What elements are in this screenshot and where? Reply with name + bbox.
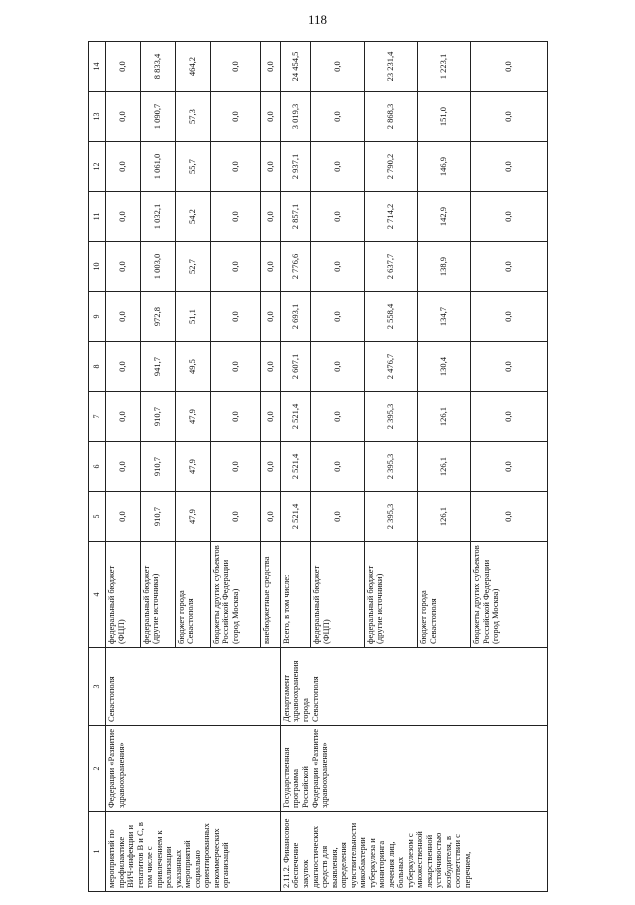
value-cell: 910,7 [140,442,175,492]
header-cell: 5 [89,492,106,542]
table-body [106,42,548,892]
funding-source-cell: бюджеты других субъектов Российской Федерации (город Москва) [210,542,260,648]
value-cell: 0,0 [106,242,141,292]
value-cell: 0,0 [210,392,260,442]
header-cell: 9 [89,292,106,342]
funding-source-cell: внебюджетные средства [261,542,281,648]
value-cell: 0,0 [261,292,281,342]
value-cell: 0,0 [471,42,548,92]
value-cell: 2 637,7 [364,242,417,292]
value-cell: 47,9 [175,442,210,492]
funding-source-cell: бюджет города Севастополя [175,542,210,648]
value-cell: 0,0 [261,442,281,492]
header-row [89,42,106,892]
header-cell: 14 [89,42,106,92]
value-cell: 2 476,7 [364,342,417,392]
funding-source-cell: бюджет города Севастополя [418,542,471,648]
value-cell: 3 019,3 [280,92,310,142]
value-cell: 0,0 [311,42,364,92]
value-cell: 0,0 [471,392,548,442]
header-cell: 6 [89,442,106,492]
value-cell: 47,9 [175,392,210,442]
value-cell: 0,0 [471,142,548,192]
value-cell: 1 032,1 [140,192,175,242]
executor-cell: Департамент здравоохранения города Севастополя [280,648,547,726]
value-cell: 0,0 [311,242,364,292]
value-cell: 2 693,1 [280,292,310,342]
value-cell: 0,0 [311,442,364,492]
value-cell: 47,9 [175,492,210,542]
value-cell: 24 454,5 [280,42,310,92]
value-cell: 55,7 [175,142,210,192]
value-cell: 0,0 [311,92,364,142]
value-cell: 0,0 [106,42,141,92]
table-row [280,42,310,892]
header-cell: 2 [89,726,106,812]
value-cell: 0,0 [261,492,281,542]
value-cell: 0,0 [106,442,141,492]
funding-source-cell: федеральный бюджет (ФЦП) [106,542,141,648]
value-cell: 2 868,3 [364,92,417,142]
value-cell: 2 714,2 [364,192,417,242]
value-cell: 910,7 [140,492,175,542]
value-cell: 0,0 [261,342,281,392]
value-cell: 972,8 [140,292,175,342]
value-cell: 0,0 [261,242,281,292]
value-cell: 142,9 [418,192,471,242]
value-cell: 0,0 [106,192,141,242]
value-cell: 146,9 [418,142,471,192]
value-cell: 2 395,3 [364,442,417,492]
value-cell: 910,7 [140,392,175,442]
value-cell: 0,0 [106,142,141,192]
value-cell: 1 061,0 [140,142,175,192]
value-cell: 0,0 [311,192,364,242]
value-cell: 1 090,7 [140,92,175,142]
program-cell: Федерации «Развитие здравоохранения» [106,726,281,812]
header-cell: 10 [89,242,106,292]
value-cell: 941,7 [140,342,175,392]
budget-table [88,41,548,892]
event-name-cell: 2.11.2. Финансовое обеспечение закупок диагностических средств для выявления, определения чувствительности микобактерии туберкулеза и мониторинга лечения лиц, больных туберкулезом с множественной лекарственной устойчивостью возбудителя, в соответствии с перечнем, [280,812,547,892]
value-cell: 0,0 [471,292,548,342]
value-cell: 0,0 [311,392,364,442]
rotated-table-frame [88,42,548,892]
value-cell: 2 937,1 [280,142,310,192]
value-cell: 0,0 [210,192,260,242]
value-cell: 0,0 [210,342,260,392]
value-cell: 2 857,1 [280,192,310,242]
value-cell: 0,0 [106,392,141,442]
value-cell: 0,0 [261,392,281,442]
value-cell: 0,0 [210,42,260,92]
value-cell: 0,0 [311,492,364,542]
value-cell: 8 833,4 [140,42,175,92]
value-cell: 126,1 [418,442,471,492]
value-cell: 23 231,4 [364,42,417,92]
value-cell: 2 790,2 [364,142,417,192]
value-cell: 0,0 [210,292,260,342]
header-cell: 13 [89,92,106,142]
value-cell: 0,0 [210,142,260,192]
header-cell: 8 [89,342,106,392]
value-cell: 0,0 [261,192,281,242]
value-cell: 2 521,4 [280,442,310,492]
header-cell: 4 [89,542,106,648]
value-cell: 0,0 [210,242,260,292]
value-cell: 54,2 [175,192,210,242]
rotated-table-container [88,42,548,892]
table-row [106,42,141,892]
funding-source-cell: федеральный бюджет (ФЦП) [311,542,364,648]
header-cell: 7 [89,392,106,442]
value-cell: 0,0 [106,292,141,342]
value-cell: 464,2 [175,42,210,92]
value-cell: 51,1 [175,292,210,342]
value-cell: 0,0 [261,142,281,192]
value-cell: 0,0 [261,92,281,142]
value-cell: 2 521,4 [280,392,310,442]
value-cell: 0,0 [210,92,260,142]
value-cell: 130,4 [418,342,471,392]
value-cell: 2 395,3 [364,492,417,542]
executor-cell: Севастополя [106,648,281,726]
value-cell: 0,0 [471,92,548,142]
value-cell: 0,0 [311,142,364,192]
value-cell: 151,0 [418,92,471,142]
value-cell: 2 521,4 [280,492,310,542]
page-number: 118 [307,12,328,27]
value-cell: 0,0 [471,442,548,492]
value-cell: 1 003,0 [140,242,175,292]
value-cell: 0,0 [106,342,141,392]
value-cell: 0,0 [311,292,364,342]
value-cell: 0,0 [106,492,141,542]
value-cell: 0,0 [471,242,548,292]
value-cell: 2 558,4 [364,292,417,342]
value-cell: 0,0 [106,92,141,142]
value-cell: 2 776,6 [280,242,310,292]
header-cell: 3 [89,648,106,726]
funding-source-cell: федеральный бюджет (другие источники) [140,542,175,648]
value-cell: 0,0 [471,492,548,542]
value-cell: 2 395,3 [364,392,417,442]
value-cell: 52,7 [175,242,210,292]
value-cell: 1 223,1 [418,42,471,92]
value-cell: 0,0 [471,342,548,392]
value-cell: 0,0 [311,342,364,392]
value-cell: 0,0 [210,442,260,492]
value-cell: 126,1 [418,392,471,442]
value-cell: 0,0 [210,492,260,542]
header-cell: 1 [89,812,106,892]
value-cell: 2 607,1 [280,342,310,392]
value-cell: 0,0 [261,42,281,92]
funding-source-cell: Всего, в том числе: [280,542,310,648]
value-cell: 57,3 [175,92,210,142]
value-cell: 126,1 [418,492,471,542]
funding-source-cell: федеральный бюджет (другие источники) [364,542,417,648]
value-cell: 138,9 [418,242,471,292]
value-cell: 49,5 [175,342,210,392]
value-cell: 134,7 [418,292,471,342]
funding-source-cell: бюджеты других субъектов Российской Федерации (город Москва) [471,542,548,648]
event-name-cell: мероприятий по профилактике ВИЧ-инфекции и гепатитов В и С, в том числе с привлечением к реализации указанных мероприятий социально ориентированных некоммерческих организаций [106,812,281,892]
program-cell: Государственная программа Российской Федерации «Развитие здравоохранения» [280,726,547,812]
header-cell: 12 [89,142,106,192]
header-cell: 11 [89,192,106,242]
value-cell: 0,0 [471,192,548,242]
